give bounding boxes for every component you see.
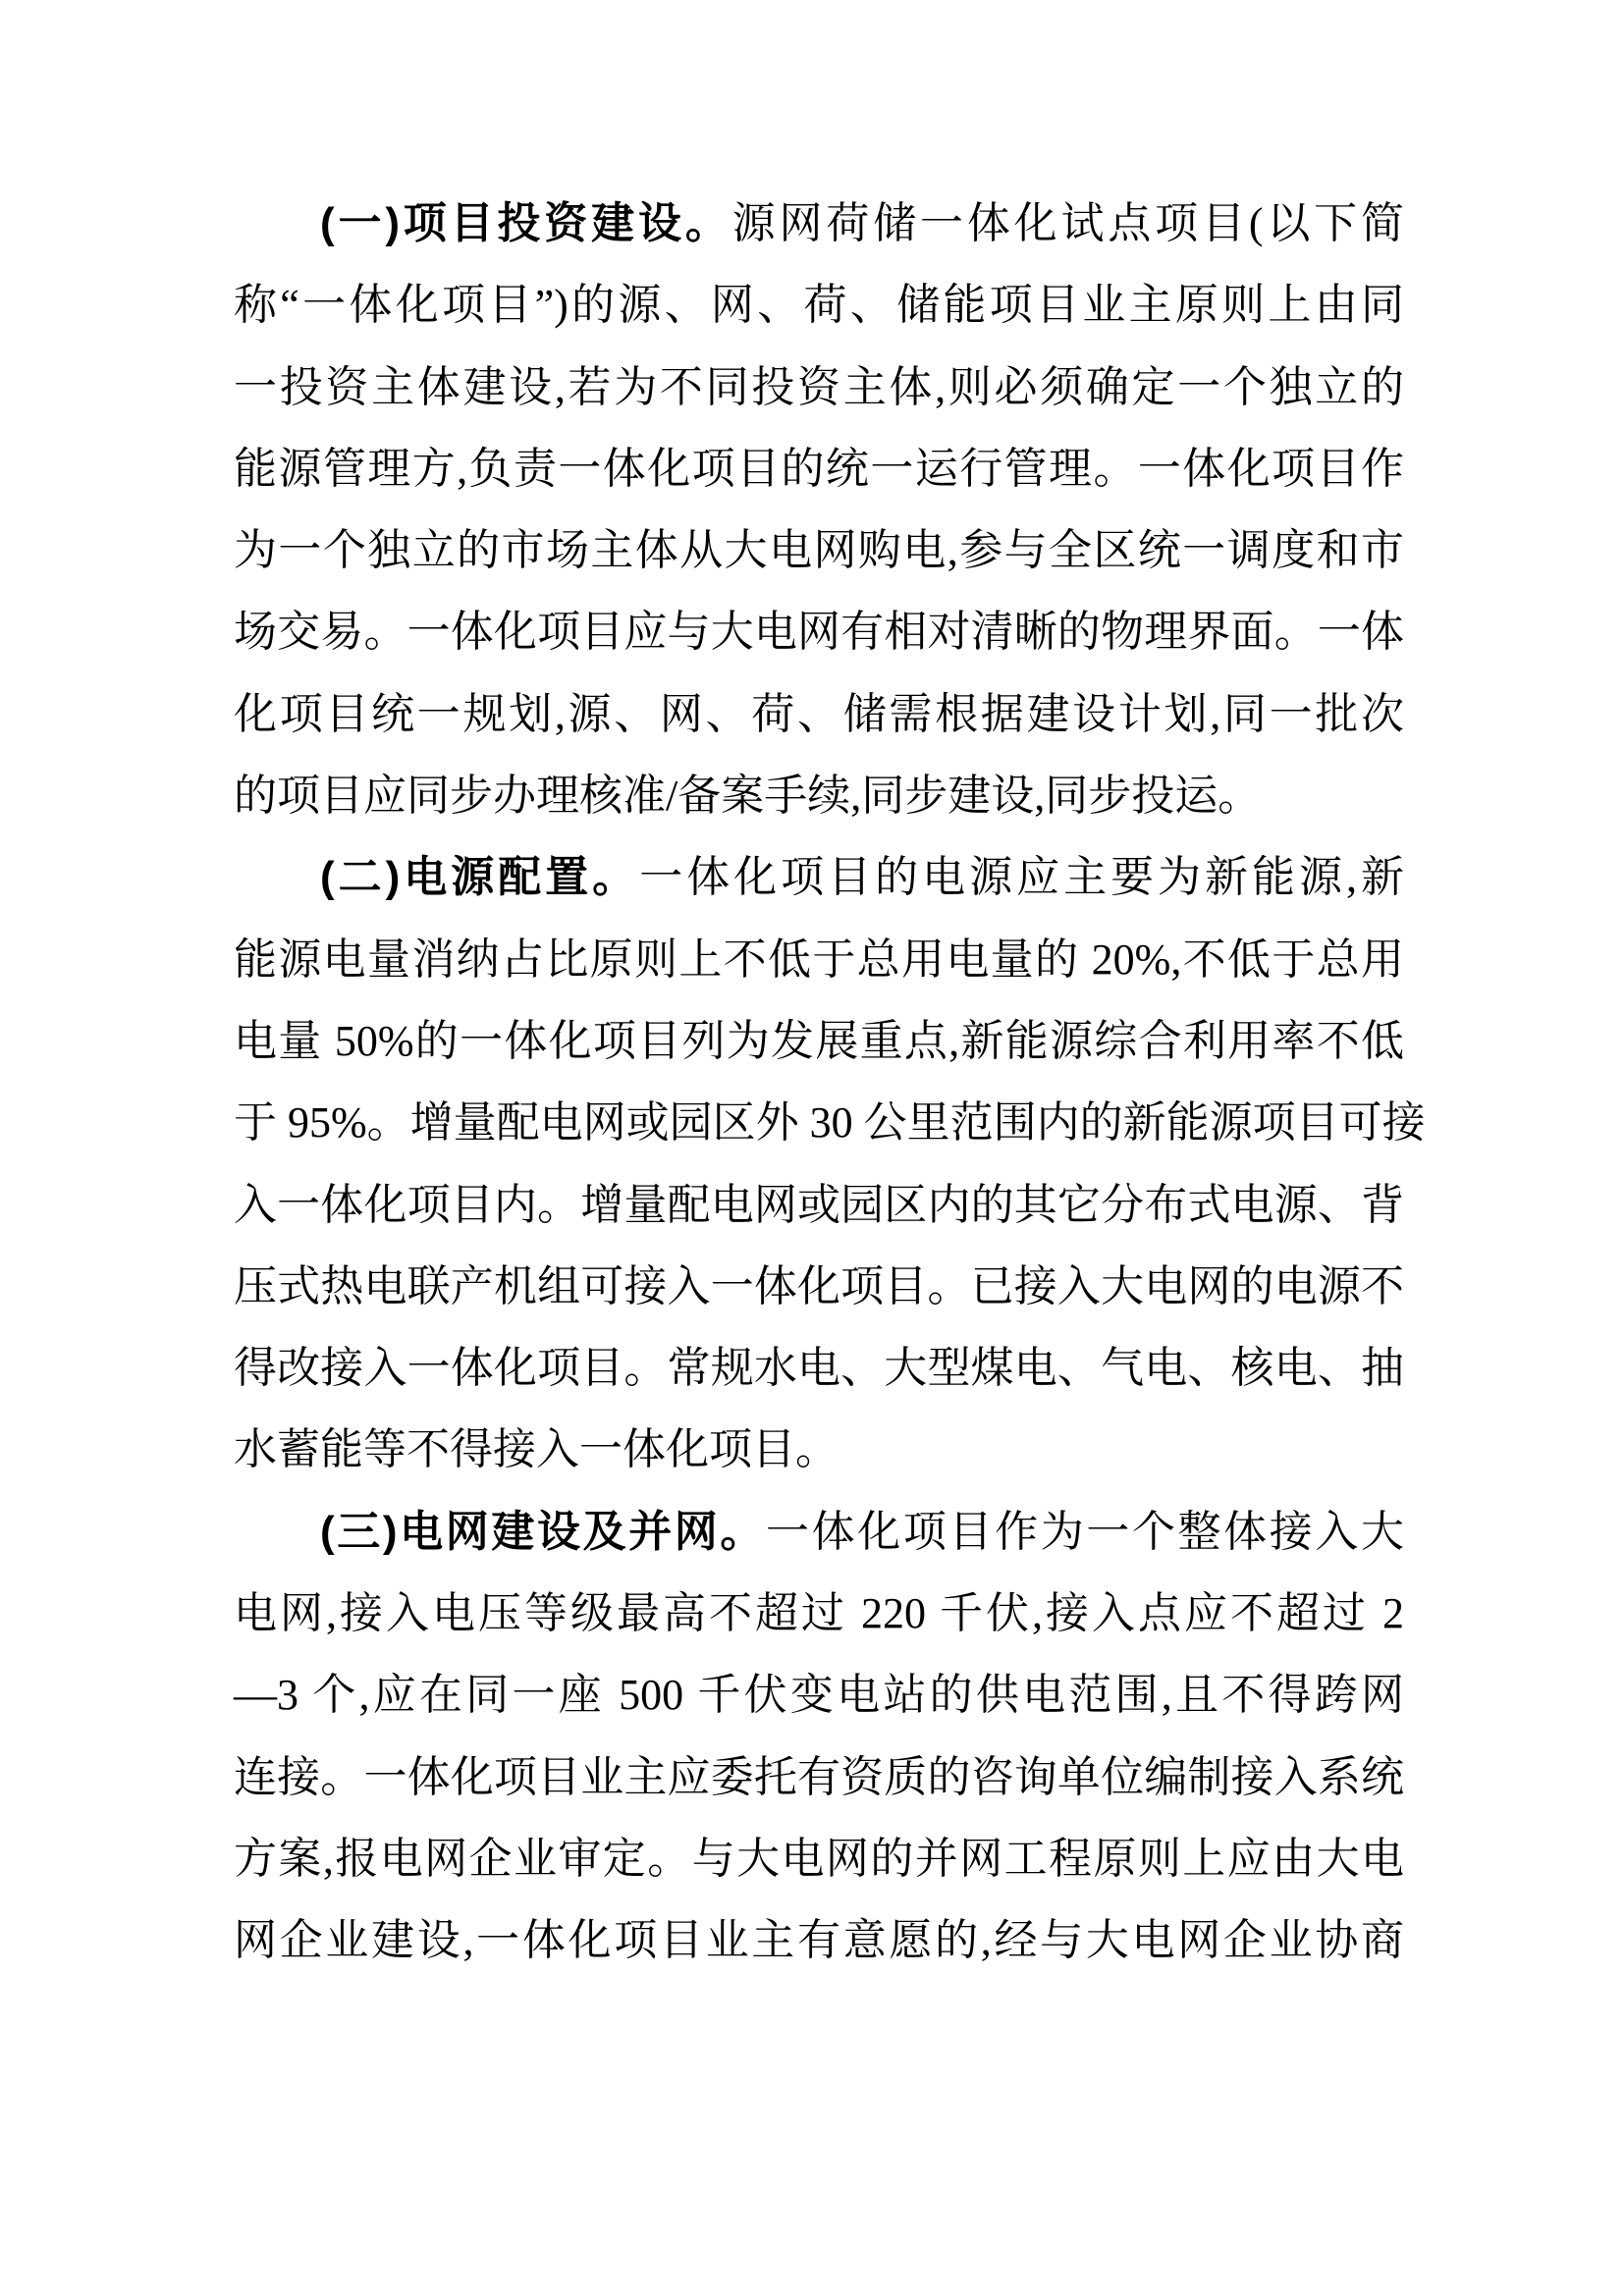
text-line (234, 1899, 1404, 1981)
text-line (234, 509, 1404, 591)
text-line (234, 755, 1404, 836)
text-run: 称“一体化项目”)的源、网、荷、储能项目业主原则上由同 (234, 281, 1404, 330)
text-line (234, 1818, 1404, 1899)
text-run: 源网荷储一体化试点项目(以下简 (731, 199, 1404, 247)
text-line (234, 347, 1404, 428)
text-run: 电量 50%的一体化项目列为发展重点,新能源综合利用率不低 (234, 1016, 1404, 1065)
text-run: 于 95%。增量配电网或园区外 30 公里范围内的新能源项目可接 (234, 1098, 1426, 1148)
text-run: 一体化项目作为一个整体接入大 (766, 1507, 1405, 1556)
text-run: 化项目统一规划,源、网、荷、储需根据建设计划,同一批次 (234, 689, 1404, 738)
para-1-project-investment (234, 183, 1404, 836)
text-line (234, 1327, 1404, 1409)
text-run: 得改接入一体化项目。常规水电、大型煤电、气电、核电、抽 (234, 1344, 1404, 1393)
text-run: 水蓄能等不得接入一体化项目。 (234, 1425, 839, 1474)
text-line (234, 1409, 1404, 1490)
text-line (234, 673, 1404, 755)
text-line (234, 1736, 1404, 1818)
text-run: 为一个独立的市场主体从大电网购电,参与全区统一调度和市 (234, 526, 1404, 575)
text-line (234, 1491, 1404, 1573)
text-line (234, 1000, 1404, 1082)
text-run: 一投资主体建设,若为不同投资主体,则必须确定一个独立的 (234, 362, 1404, 411)
text-line (234, 1246, 1404, 1327)
text-line (234, 1654, 1404, 1735)
para-2-power-source-config (234, 836, 1426, 1490)
text-run: 网企业建设,一体化项目业主有意愿的,经与大电网企业协商 (234, 1916, 1404, 1965)
text-run: 方案,报电网企业审定。与大电网的并网工程原则上应由大电 (234, 1834, 1404, 1883)
text-run: 能源管理方,负责一体化项目的统一运行管理。一体化项目作 (234, 444, 1404, 493)
text-run: 能源电量消纳占比原则上不低于总用电量的 20%,不低于总用 (234, 934, 1404, 984)
text-line (234, 591, 1404, 672)
text-line (234, 428, 1404, 509)
text-run: 一体化项目的电源应主要为新能源,新 (639, 853, 1404, 902)
document-text-block (234, 183, 1426, 1982)
text-line (234, 183, 1404, 264)
text-line (234, 1164, 1404, 1246)
text-run: 电网,接入电压等级最高不超过 220 千伏,接入点应不超过 2 (234, 1589, 1404, 1638)
text-line (234, 836, 1404, 918)
text-line (234, 1573, 1404, 1654)
heading-text-run: (一)项目投资建设。 (320, 199, 732, 247)
text-line (234, 1082, 1426, 1163)
text-run: —3 个,应在同一座 500 千伏变电站的供电范围,且不得跨网 (234, 1671, 1404, 1720)
text-run: 的项目应同步办理核准/备案手续,同步建设,同步投运。 (234, 772, 1262, 821)
text-run: 入一体化项目内。增量配电网或园区内的其它分布式电源、背 (234, 1180, 1404, 1229)
text-run: 压式热电联产机组可接入一体化项目。已接入大电网的电源不 (234, 1261, 1404, 1310)
para-3-grid-construction (234, 1491, 1404, 1982)
text-run: 场交易。一体化项目应与大电网有相对清晰的物理界面。一体 (234, 608, 1404, 657)
heading-text-run: (二)电源配置。 (320, 853, 640, 902)
text-run: 连接。一体化项目业主应委托有资质的咨询单位编制接入系统 (234, 1752, 1404, 1801)
text-line (234, 919, 1404, 1000)
text-line (234, 264, 1404, 346)
heading-text-run: (三)电网建设及并网。 (320, 1507, 767, 1556)
